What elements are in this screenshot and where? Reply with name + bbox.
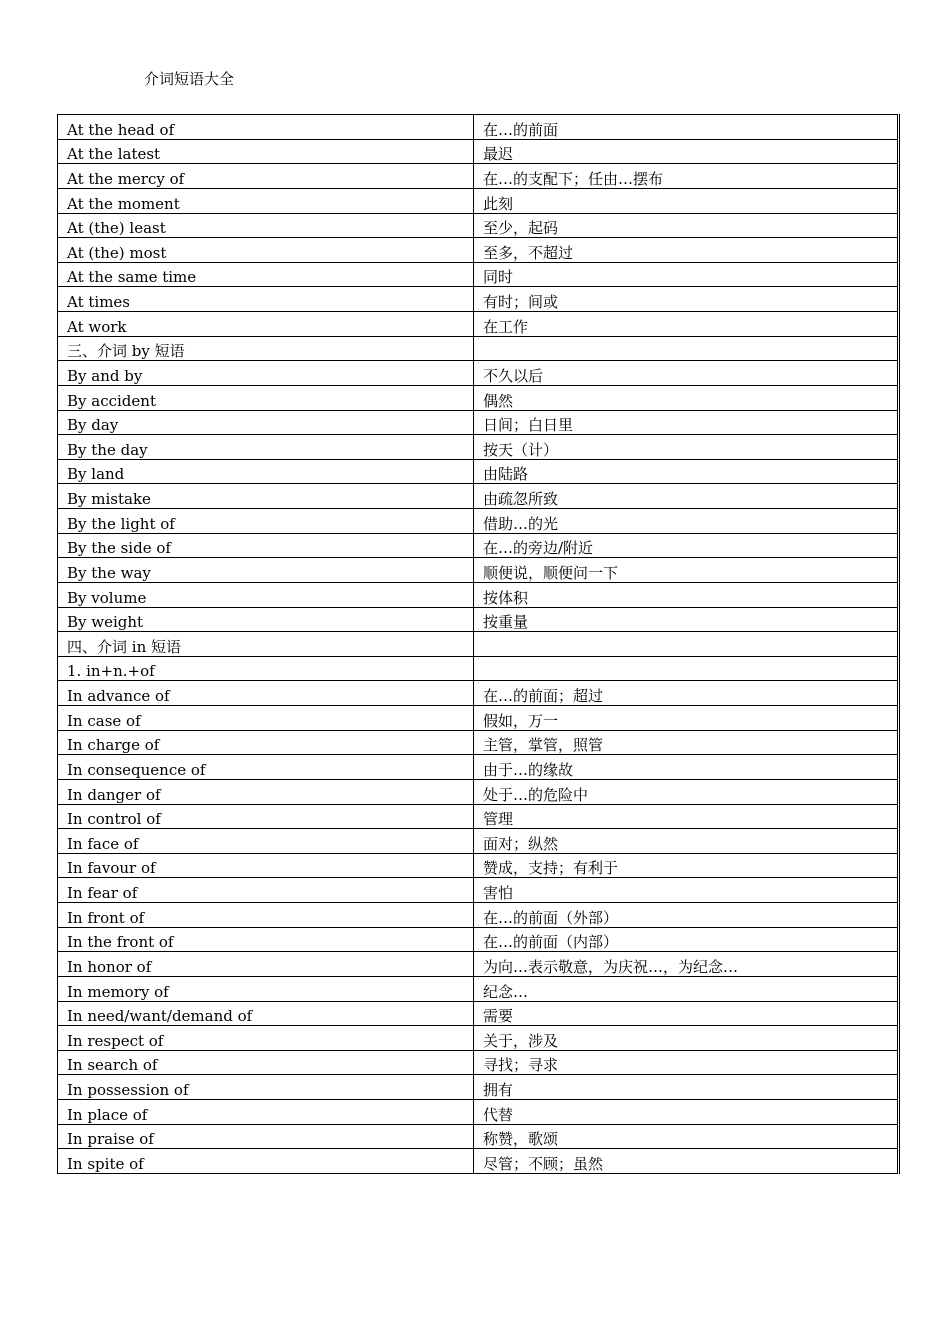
phrase-english-cell: By weight xyxy=(58,607,474,632)
table-row xyxy=(58,976,899,1001)
table-row xyxy=(58,410,899,435)
table-row xyxy=(58,238,899,263)
table-row xyxy=(58,139,899,164)
phrase-chinese-cell: 在…的旁边/附近 xyxy=(474,533,899,558)
phrase-chinese-cell: 至少，起码 xyxy=(474,213,899,238)
table-row xyxy=(58,952,899,977)
table-row xyxy=(58,1026,899,1051)
phrase-english-cell: In favour of xyxy=(58,853,474,878)
phrase-english-cell: At the latest xyxy=(58,139,474,164)
phrase-chinese-cell: 按体积 xyxy=(474,582,899,607)
phrase-chinese-cell: 拥有 xyxy=(474,1075,899,1100)
phrase-chinese-cell: 管理 xyxy=(474,804,899,829)
phrase-english-cell: In danger of xyxy=(58,779,474,804)
table-row xyxy=(58,558,899,583)
table-row xyxy=(58,1075,899,1100)
table-row xyxy=(58,1124,899,1149)
table-row xyxy=(58,755,899,780)
phrase-english-cell: In advance of xyxy=(58,681,474,706)
phrase-chinese-cell: 偶然 xyxy=(474,385,899,410)
phrase-chinese-cell: 主管，掌管，照管 xyxy=(474,730,899,755)
phrase-english-cell: At the head of xyxy=(58,115,474,140)
phrase-english-cell: In honor of xyxy=(58,952,474,977)
table-row xyxy=(58,656,899,681)
table-row xyxy=(58,730,899,755)
table-row xyxy=(58,287,899,312)
table-row xyxy=(58,459,899,484)
phrase-chinese-cell: 在…的前面（外部） xyxy=(474,903,899,928)
phrase-chinese-cell: 在…的前面 xyxy=(474,115,899,140)
table-row xyxy=(58,484,899,509)
table-row xyxy=(58,164,899,189)
phrase-chinese-cell: 由于…的缘故 xyxy=(474,755,899,780)
phrase-english-cell: By accident xyxy=(58,385,474,410)
table-row xyxy=(58,582,899,607)
table-row xyxy=(58,853,899,878)
table-row xyxy=(58,1149,899,1174)
phrase-chinese-cell: 至多，不超过 xyxy=(474,238,899,263)
phrase-chinese-cell: 顺便说，顺便问一下 xyxy=(474,558,899,583)
phrase-english-cell: At the moment xyxy=(58,188,474,213)
table-row xyxy=(58,1050,899,1075)
phrase-chinese-cell: 纪念… xyxy=(474,976,899,1001)
phrase-english-cell: In consequence of xyxy=(58,755,474,780)
phrase-english-cell: By the side of xyxy=(58,533,474,558)
phrase-english-cell: In search of xyxy=(58,1050,474,1075)
table-row xyxy=(58,262,899,287)
phrase-chinese-cell xyxy=(474,632,899,657)
phrase-english-cell: In control of xyxy=(58,804,474,829)
table-row xyxy=(58,1100,899,1125)
phrase-english-cell: In respect of xyxy=(58,1026,474,1051)
table-row xyxy=(58,509,899,534)
phrase-english-cell: In fear of xyxy=(58,878,474,903)
table-row xyxy=(58,361,899,386)
table-row xyxy=(58,336,899,361)
phrase-english-cell: At times xyxy=(58,287,474,312)
phrase-chinese-cell: 在工作 xyxy=(474,312,899,337)
table-row xyxy=(58,829,899,854)
table-row xyxy=(58,533,899,558)
phrase-english-cell: At (the) most xyxy=(58,238,474,263)
table-row xyxy=(58,115,899,140)
phrase-chinese-cell: 由陆路 xyxy=(474,459,899,484)
phrase-english-cell: By mistake xyxy=(58,484,474,509)
phrase-chinese-cell: 尽管；不顾；虽然 xyxy=(474,1149,899,1174)
table-row xyxy=(58,435,899,460)
table-row xyxy=(58,681,899,706)
phrase-english-cell: In need/want/demand of xyxy=(58,1001,474,1026)
phrase-english-cell: In front of xyxy=(58,903,474,928)
phrase-english-cell: By day xyxy=(58,410,474,435)
phrase-english-cell: At the same time xyxy=(58,262,474,287)
phrase-english-cell: At (the) least xyxy=(58,213,474,238)
phrase-english-cell: In charge of xyxy=(58,730,474,755)
phrase-chinese-cell: 借助…的光 xyxy=(474,509,899,534)
phrase-english-cell: In memory of xyxy=(58,976,474,1001)
table-row xyxy=(58,878,899,903)
phrase-chinese-cell: 处于…的危险中 xyxy=(474,779,899,804)
phrase-chinese-cell: 假如，万一 xyxy=(474,706,899,731)
phrase-english-cell: By and by xyxy=(58,361,474,386)
phrase-english-cell: By the day xyxy=(58,435,474,460)
table-row xyxy=(58,312,899,337)
phrase-chinese-cell: 为向…表示敬意，为庆祝…，为纪念… xyxy=(474,952,899,977)
phrase-english-cell: In the front of xyxy=(58,927,474,952)
phrase-english-cell: 四、介词 in 短语 xyxy=(58,632,474,657)
phrase-chinese-cell: 同时 xyxy=(474,262,899,287)
phrase-chinese-cell: 在…的前面；超过 xyxy=(474,681,899,706)
table-row xyxy=(58,188,899,213)
phrase-chinese-cell: 称赞，歌颂 xyxy=(474,1124,899,1149)
phrase-chinese-cell: 由疏忽所致 xyxy=(474,484,899,509)
phrase-chinese-cell: 面对；纵然 xyxy=(474,829,899,854)
phrase-chinese-cell: 有时；间或 xyxy=(474,287,899,312)
phrase-english-cell: By land xyxy=(58,459,474,484)
phrase-english-cell: 三、介词 by 短语 xyxy=(58,336,474,361)
phrase-chinese-cell: 此刻 xyxy=(474,188,899,213)
phrase-english-cell: At work xyxy=(58,312,474,337)
phrase-english-cell: In spite of xyxy=(58,1149,474,1174)
table-row xyxy=(58,385,899,410)
phrase-chinese-cell: 最迟 xyxy=(474,139,899,164)
phrase-chinese-cell: 需要 xyxy=(474,1001,899,1026)
phrase-english-cell: In case of xyxy=(58,706,474,731)
table-row xyxy=(58,213,899,238)
phrase-chinese-cell: 关于，涉及 xyxy=(474,1026,899,1051)
phrase-chinese-cell: 代替 xyxy=(474,1100,899,1125)
phrase-chinese-cell xyxy=(474,656,899,681)
phrase-table-body xyxy=(58,115,899,1174)
table-row xyxy=(58,1001,899,1026)
phrase-chinese-cell: 寻找；寻求 xyxy=(474,1050,899,1075)
phrase-english-cell: By the light of xyxy=(58,509,474,534)
phrase-chinese-cell: 在…的前面（内部） xyxy=(474,927,899,952)
table-row xyxy=(58,706,899,731)
phrase-table xyxy=(57,114,900,1174)
phrase-chinese-cell: 按重量 xyxy=(474,607,899,632)
phrase-english-cell: At the mercy of xyxy=(58,164,474,189)
phrase-chinese-cell: 不久以后 xyxy=(474,361,899,386)
page-title: 介词短语大全 xyxy=(144,70,235,88)
table-row xyxy=(58,804,899,829)
phrase-english-cell: In face of xyxy=(58,829,474,854)
table-row xyxy=(58,607,899,632)
phrase-chinese-cell: 日间；白日里 xyxy=(474,410,899,435)
table-row xyxy=(58,632,899,657)
phrase-chinese-cell xyxy=(474,336,899,361)
table-row xyxy=(58,903,899,928)
phrase-english-cell: In possession of xyxy=(58,1075,474,1100)
phrase-chinese-cell: 害怕 xyxy=(474,878,899,903)
phrase-english-cell: By volume xyxy=(58,582,474,607)
phrase-english-cell: By the way xyxy=(58,558,474,583)
phrase-chinese-cell: 在…的支配下；任由…摆布 xyxy=(474,164,899,189)
phrase-chinese-cell: 按天（计） xyxy=(474,435,899,460)
phrase-english-cell: 1. in+n.+of xyxy=(58,656,474,681)
phrase-chinese-cell: 赞成，支持；有利于 xyxy=(474,853,899,878)
phrase-english-cell: In place of xyxy=(58,1100,474,1125)
table-row xyxy=(58,779,899,804)
phrase-english-cell: In praise of xyxy=(58,1124,474,1149)
table-row xyxy=(58,927,899,952)
